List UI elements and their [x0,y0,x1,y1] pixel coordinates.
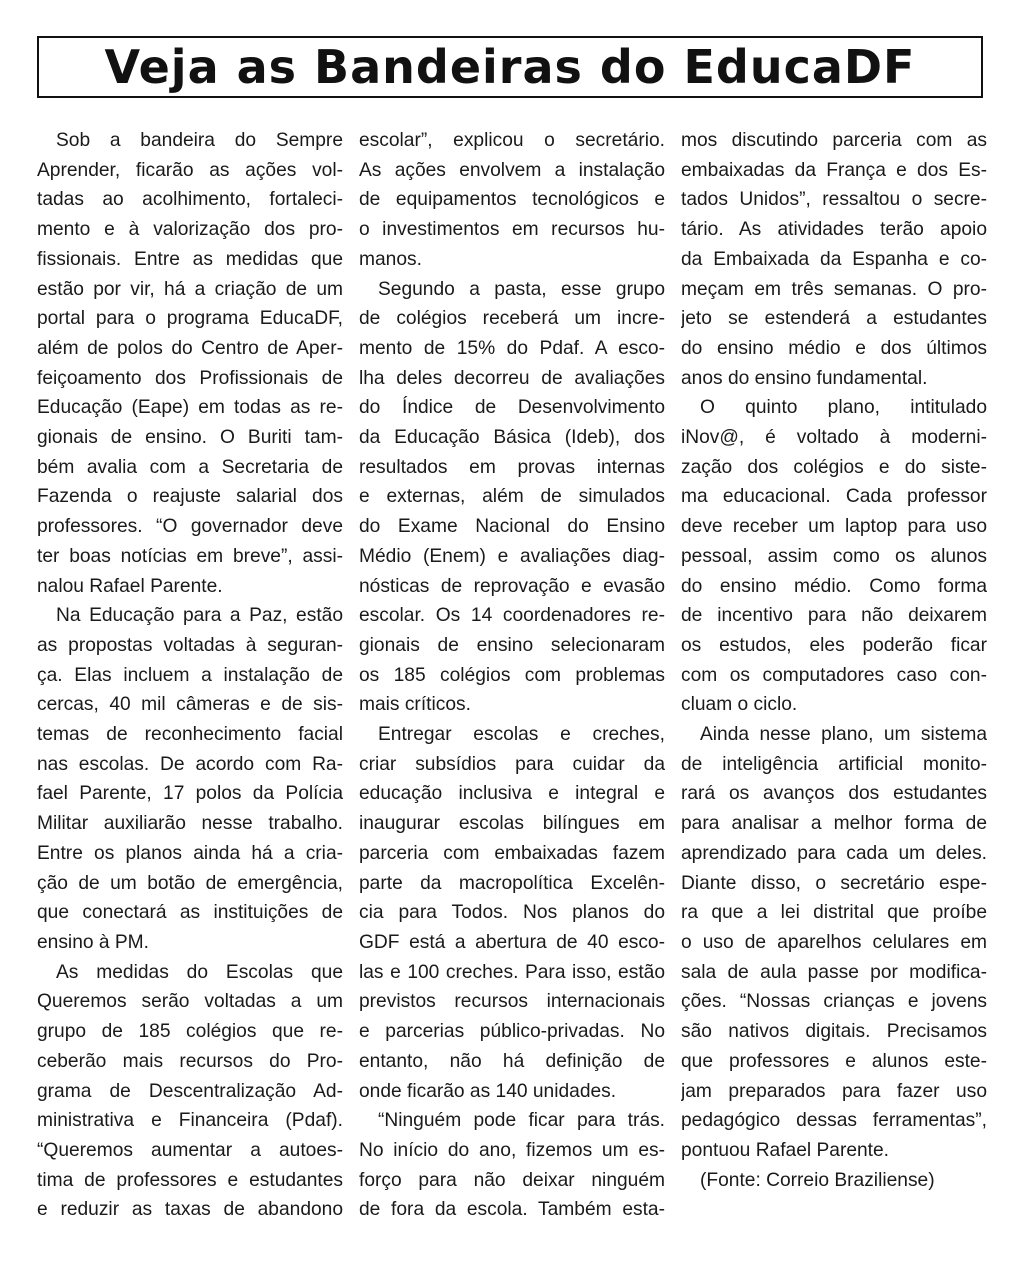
text-line: grama de Descentralização Ad- [37,1080,343,1102]
text-line: da Embaixada da Espanha e co- [681,248,987,270]
text-line: parte da macropolítica Excelên- [359,872,665,894]
text-line: Segundo a pasta, esse grupo [378,278,665,300]
article-column-2 [359,126,665,1225]
paragraph [359,720,665,1106]
text-line: GDF está a abertura de 40 esco- [359,931,665,953]
text-line: professores. “O governador deve [37,516,343,538]
text-line: pessoal, assim como os alunos [681,545,987,567]
text-line: bém avalia com a Secretaria de [37,456,343,478]
headline-box [37,36,983,98]
text-line: de fora da escola. Também esta- [359,1199,665,1221]
paragraph [359,126,665,275]
text-line: ma educacional. Cada professor [681,486,987,508]
paragraph [37,958,343,1225]
text-line: (Fonte: Correio Braziliense) [700,1169,935,1191]
text-line: Médio (Enem) e avaliações diag- [359,545,665,567]
text-line: Diante disso, o secretário espe- [681,872,987,894]
text-line: que professores e alunos este- [681,1050,987,1072]
text-line: Sob a bandeira do Sempre [56,130,343,151]
text-line: tário. As atividades terão apoio [681,219,987,241]
text-line: portal para o programa EducaDF, [37,308,343,330]
text-line: zação dos colégios e do siste- [681,456,987,478]
text-line: ça. Elas incluem a instalação de [37,664,343,686]
text-line: e reduzir as taxas de abandono [37,1199,343,1221]
text-line: as propostas voltadas à seguran- [37,634,343,656]
text-line: resultados em provas internas [359,456,665,478]
text-line: o uso de aparelhos celulares em [681,931,987,953]
text-line: fael Parente, 17 polos da Polícia [37,783,343,805]
text-line: grupo de 185 colégios que re- [37,1021,343,1043]
text-line: previstos recursos internacionais [359,991,665,1013]
text-line: ção de um botão de emergência, [37,872,343,894]
text-line: Na Educação para a Paz, estão [56,605,343,627]
text-line: parceria com embaixadas fazem [359,842,665,864]
text-line: criar subsídios para cuidar da [359,753,665,775]
text-line: Ainda nesse plano, um sistema [700,724,987,746]
text-line: No início do ano, fizemos um es- [359,1139,665,1161]
text-line: mais críticos. [359,694,471,716]
text-line: nas escolas. De acordo com Ra- [37,753,343,775]
paragraph [37,601,343,957]
text-line: jam preparados para fazer uso [681,1080,987,1102]
paragraph [681,393,987,720]
text-line: escolar”, explicou o secretário. [359,130,665,151]
text-line: ções. “Nossas crianças e jovens [681,991,987,1013]
text-line: de inteligência artificial monito- [681,753,987,775]
text-line: do ensino médio e dos últimos [681,337,987,359]
text-line: e parcerias público-privadas. No [359,1021,665,1043]
article-column-3 [681,126,987,1195]
text-line: gionais de ensino. O Buriti tam- [37,427,343,449]
text-line: e externas, além de simulados [359,486,665,508]
text-line: para analisar a melhor forma de [681,813,987,835]
text-line: educação inclusiva e integral e [359,783,665,805]
text-line: embaixadas da França e dos Es- [681,159,987,181]
text-line: de incentivo para não deixarem [681,605,987,627]
text-line: aprendizado para cada um deles. [681,842,987,864]
text-line: sala de aula passe por modifica- [681,961,987,983]
text-line: o investimentos em recursos hu- [359,219,665,241]
text-line: As ações envolvem a instalação [359,159,665,181]
text-line: As medidas do Escolas que [56,961,343,983]
text-line: de equipamentos tecnológicos e [359,189,665,211]
text-line: são nativos digitais. Precisamos [681,1021,987,1043]
text-line: anos do ensino fundamental. [681,367,928,389]
text-line: manos. [359,248,422,270]
paragraph [359,275,665,721]
paragraph [681,126,987,393]
text-line: entanto, não há definição de [359,1050,665,1072]
text-line: tados Unidos”, ressaltou o secre- [681,189,987,211]
text-line: rará os avanços dos estudantes [681,783,987,805]
paragraph [681,1166,987,1196]
text-line: cercas, 40 mil câmeras e de sis- [37,694,343,716]
text-line: Militar auxiliarão nesse trabalho. [37,813,343,835]
text-line: jeto se estenderá a estudantes [681,308,987,330]
text-line: que conectará as instituições de [37,902,343,924]
text-line: las e 100 creches. Para isso, estão [359,961,665,983]
text-line: cluam o ciclo. [681,694,798,716]
text-line: ministrativa e Financeira (Pdaf). [37,1110,343,1132]
text-line: fissionais. Entre as medidas que [37,248,343,270]
text-line: onde ficarão as 140 unidades. [359,1080,617,1102]
text-line: forço para não deixar ninguém [359,1169,665,1191]
text-line: ra que a lei distrital que proíbe [681,902,987,924]
text-line: meçam em três semanas. O pro- [681,278,987,300]
text-line: mento de 15% do Pdaf. A esco- [359,337,665,359]
text-line: os estudos, eles poderão ficar [681,634,987,656]
text-line: “Ninguém pode ficar para trás. [378,1110,665,1132]
text-line: tadas ao acolhimento, fortaleci- [37,189,343,211]
text-line: mos discutindo parceria com as [681,130,987,151]
text-line: além de polos do Centro de Aper- [37,337,343,359]
text-line: Entregar escolas e creches, [378,724,665,746]
text-line: Queremos serão voltadas a um [37,991,343,1013]
text-line: feiçoamento dos Profissionais de [37,367,343,389]
text-line: com os computadores caso con- [681,664,987,686]
text-line: nalou Rafael Parente. [37,575,223,597]
paragraph [681,720,987,1166]
text-line: da Educação Básica (Ideb), dos [359,427,665,449]
text-line: O quinto plano, intitulado [700,397,987,419]
paragraph [359,1106,665,1225]
article-column-1 [37,126,343,1225]
text-line: ensino à PM. [37,931,149,953]
text-line: pontuou Rafael Parente. [681,1139,890,1161]
text-line: os 185 colégios com problemas [359,664,665,686]
text-line: ceberão mais recursos do Pro- [37,1050,343,1072]
text-line: mento e à valorização dos pro- [37,219,343,241]
text-line: gionais de ensino selecionaram [359,634,665,656]
paragraph [37,126,343,601]
text-line: Entre os planos ainda há a cria- [37,842,343,864]
text-line: deve receber um laptop para uso [681,516,987,538]
text-line: “Queremos aumentar a autoes- [37,1139,343,1161]
text-line: estão por vir, há a criação de um [37,278,343,300]
text-line: iNov@, é voltado à moderni- [681,427,987,449]
text-line: temas de reconhecimento facial [37,724,343,746]
text-line: do Índice de Desenvolvimento [359,397,665,419]
text-line: do ensino médio. Como forma [681,575,987,597]
text-line: inaugurar escolas bilíngues em [359,813,665,835]
text-line: cia para Todos. Nos planos do [359,902,665,924]
text-line: Fazenda o reajuste salarial dos [37,486,343,508]
headline: Veja as Bandeiras do EducaDF [104,40,916,94]
text-line: do Exame Nacional do Ensino [359,516,665,538]
text-line: nósticas de reprovação e evasão [359,575,665,597]
text-line: pedagógico dessas ferramentas”, [681,1110,987,1132]
text-line: Educação (Eape) em todas as re- [37,397,343,419]
text-line: de colégios receberá um incre- [359,308,665,330]
text-line: tima de professores e estudantes [37,1169,343,1191]
text-line: lha deles decorreu de avaliações [359,367,665,389]
text-line: ter boas notícias em breve”, assi- [37,545,343,567]
text-line: Aprender, ficarão as ações vol- [37,159,343,181]
text-line: escolar. Os 14 coordenadores re- [359,605,665,627]
